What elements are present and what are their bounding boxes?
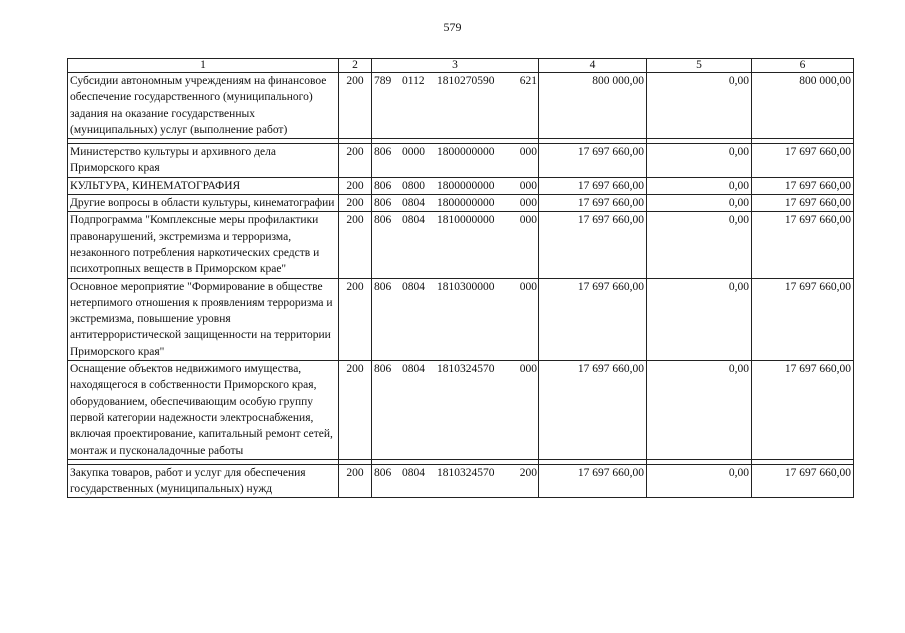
code-section: 0804 bbox=[402, 363, 425, 376]
row-col2: 200 bbox=[339, 212, 372, 278]
code-type: 000 bbox=[519, 214, 537, 227]
code-type: 000 bbox=[519, 363, 537, 376]
row-code bbox=[372, 144, 539, 178]
row-col5: 0,00 bbox=[647, 212, 752, 278]
row-col4: 17 697 660,00 bbox=[539, 278, 647, 360]
code-admin: 806 bbox=[374, 214, 392, 227]
row-name: Закупка товаров, работ и услуг для обеспечения государственных (муниципальных) нужд bbox=[68, 464, 339, 498]
row-col2: 200 bbox=[339, 195, 372, 212]
header-cell-2: 2 bbox=[339, 59, 372, 73]
row-col5: 0,00 bbox=[647, 144, 752, 178]
code-admin: 806 bbox=[374, 179, 392, 192]
row-col4: 17 697 660,00 bbox=[539, 144, 647, 178]
row-col4: 800 000,00 bbox=[539, 73, 647, 139]
code-target: 1800000000 bbox=[437, 179, 495, 192]
row-col6: 17 697 660,00 bbox=[752, 195, 854, 212]
code-section: 0804 bbox=[402, 197, 425, 210]
row-col6: 17 697 660,00 bbox=[752, 464, 854, 498]
row-code bbox=[372, 195, 539, 212]
row-col6: 800 000,00 bbox=[752, 73, 854, 139]
code-target: 1810324570 bbox=[437, 466, 495, 479]
row-col6: 17 697 660,00 bbox=[752, 177, 854, 194]
code-admin: 806 bbox=[374, 146, 392, 159]
row-col5: 0,00 bbox=[647, 73, 752, 139]
row-name: Подпрограмма "Комплексные меры профилактики правонарушений, экстремизма и терроризма, незаконного потребления наркотических средств и психотропных веществ в Приморском крае" bbox=[68, 212, 339, 278]
code-type: 000 bbox=[519, 197, 537, 210]
code-target: 1810300000 bbox=[437, 280, 495, 293]
code-type: 000 bbox=[519, 146, 537, 159]
row-col5: 0,00 bbox=[647, 361, 752, 460]
code-admin: 806 bbox=[374, 363, 392, 376]
header-cell-5: 5 bbox=[647, 59, 752, 73]
table-header-row bbox=[68, 59, 854, 73]
row-col6: 17 697 660,00 bbox=[752, 361, 854, 460]
row-code bbox=[372, 278, 539, 360]
code-target: 1810270590 bbox=[437, 75, 495, 87]
code-section: 0112 bbox=[402, 75, 425, 87]
row-name: Министерство культуры и архивного дела Приморского края bbox=[68, 144, 339, 178]
code-type: 000 bbox=[519, 179, 537, 192]
table-row bbox=[68, 278, 854, 360]
code-section: 0000 bbox=[402, 146, 425, 159]
budget-table bbox=[67, 58, 854, 498]
header-cell-6: 6 bbox=[752, 59, 854, 73]
code-admin: 806 bbox=[374, 280, 392, 293]
row-col6: 17 697 660,00 bbox=[752, 144, 854, 178]
table-row bbox=[68, 361, 854, 460]
row-col2: 200 bbox=[339, 361, 372, 460]
code-target: 1800000000 bbox=[437, 197, 495, 210]
header-cell-1: 1 bbox=[68, 59, 339, 73]
code-type: 200 bbox=[519, 466, 537, 479]
row-col6: 17 697 660,00 bbox=[752, 278, 854, 360]
row-name: Основное мероприятие "Формирование в обществе нетерпимого отношения к проявлениям терроризма и экстремизма, повышение уровня антитеррористической защищенности на территории Приморского края" bbox=[68, 278, 339, 360]
row-code bbox=[372, 212, 539, 278]
row-col2: 200 bbox=[339, 73, 372, 139]
row-col4: 17 697 660,00 bbox=[539, 195, 647, 212]
row-col2: 200 bbox=[339, 177, 372, 194]
code-section: 0800 bbox=[402, 179, 425, 192]
row-code bbox=[372, 361, 539, 460]
row-col2: 200 bbox=[339, 278, 372, 360]
code-section: 0804 bbox=[402, 280, 425, 293]
row-col5: 0,00 bbox=[647, 278, 752, 360]
code-section: 0804 bbox=[402, 466, 425, 479]
row-name: КУЛЬТУРА, КИНЕМАТОГРАФИЯ bbox=[68, 177, 339, 194]
header-cell-4: 4 bbox=[539, 59, 647, 73]
row-col5: 0,00 bbox=[647, 177, 752, 194]
code-type: 621 bbox=[519, 75, 537, 87]
row-name: Другие вопросы в области культуры, кинематографии bbox=[68, 195, 339, 212]
row-col4: 17 697 660,00 bbox=[539, 212, 647, 278]
table-row bbox=[68, 73, 854, 139]
row-col4: 17 697 660,00 bbox=[539, 361, 647, 460]
code-target: 1800000000 bbox=[437, 146, 495, 159]
row-col4: 17 697 660,00 bbox=[539, 177, 647, 194]
code-admin: 806 bbox=[374, 197, 392, 210]
page-number: 579 bbox=[443, 20, 462, 34]
code-section: 0804 bbox=[402, 214, 425, 227]
table-row bbox=[68, 144, 854, 178]
row-col6: 17 697 660,00 bbox=[752, 212, 854, 278]
code-admin: 789 bbox=[374, 75, 392, 87]
code-admin: 806 bbox=[374, 466, 392, 479]
row-code bbox=[372, 464, 539, 498]
row-code bbox=[372, 177, 539, 194]
row-col2: 200 bbox=[339, 144, 372, 178]
row-col5: 0,00 bbox=[647, 195, 752, 212]
code-type: 000 bbox=[519, 280, 537, 293]
table-row bbox=[68, 195, 854, 212]
row-col4: 17 697 660,00 bbox=[539, 464, 647, 498]
table-row bbox=[68, 464, 854, 498]
code-target: 1810324570 bbox=[437, 363, 495, 376]
row-code bbox=[372, 73, 539, 139]
row-col2: 200 bbox=[339, 464, 372, 498]
code-target: 1810000000 bbox=[437, 214, 495, 227]
row-name: Субсидии автономным учреждениям на финансовое обеспечение государственного (муниципального) задания на оказание государственных (муниципальных) услуг (выполнение работ) bbox=[68, 73, 339, 139]
table-row bbox=[68, 177, 854, 194]
table-row bbox=[68, 212, 854, 278]
row-name: Оснащение объектов недвижимого имущества, находящегося в собственности Приморского края, оборудованием, обеспечивающим особую группу первой категории надежности электроснабжения, включая проектирование, капитальный ремонт сетей, монтаж и пусконаладочные работы bbox=[68, 361, 339, 460]
header-cell-3: 3 bbox=[372, 59, 539, 73]
row-col5: 0,00 bbox=[647, 464, 752, 498]
